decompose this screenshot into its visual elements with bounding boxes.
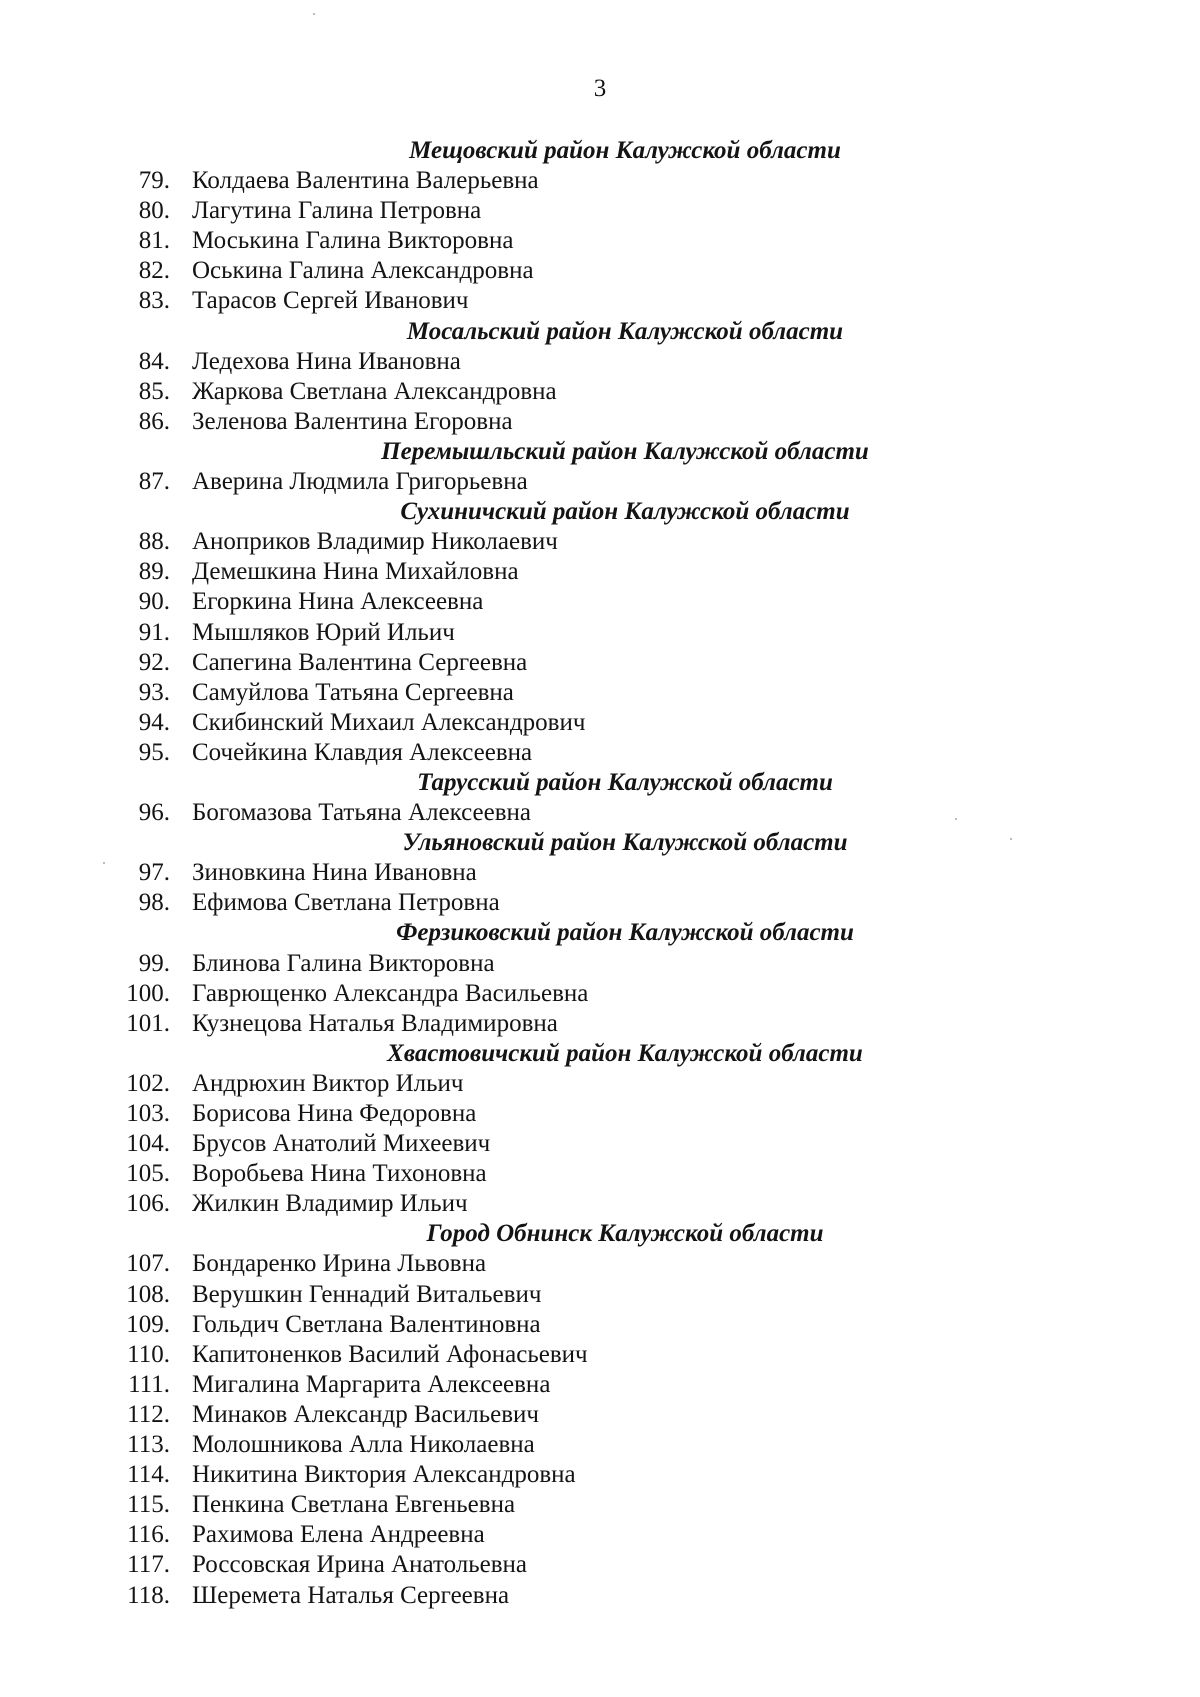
section-title: Хвастовичский район Калужской области [387, 1039, 863, 1067]
list-item-name: Тарасов Сергей Иванович [192, 287, 469, 315]
scan-speck [313, 13, 315, 15]
list-item-number: 106. [126, 1190, 170, 1218]
list-item-name: Андрюхин Виктор Ильич [192, 1069, 464, 1097]
list-item-number: 98. [138, 889, 170, 917]
list-item [0, 407, 1200, 437]
list-item [0, 377, 1200, 407]
list-item-number: 96. [138, 799, 170, 827]
list-item-number: 97. [138, 859, 170, 887]
list-item-name: Пенкина Светлана Евгеньевна [192, 1491, 516, 1519]
list-item [0, 1009, 1200, 1039]
list-item [0, 1400, 1200, 1430]
list-item [0, 949, 1200, 979]
list-item [0, 1129, 1200, 1159]
list-item-number: 116. [127, 1521, 170, 1549]
section-title: Мосальский район Калужской области [406, 317, 844, 345]
list-item-number: 101. [126, 1009, 170, 1037]
list-item [0, 708, 1200, 738]
list-item [0, 1430, 1200, 1460]
list-item-number: 100. [126, 979, 170, 1007]
list-item [0, 1550, 1200, 1580]
list-item-name: Блинова Галина Викторовна [192, 949, 495, 977]
list-item-name: Моськина Галина Викторовна [192, 227, 514, 255]
list-item-name: Самуйлова Татьяна Сергеевна [192, 678, 514, 706]
list-item-name: Зеленова Валентина Егоровна [192, 407, 513, 435]
name-list [0, 136, 1200, 1611]
list-item-number: 105. [126, 1160, 170, 1188]
list-item-number: 84. [138, 347, 170, 375]
list-item-number: 94. [138, 708, 170, 736]
list-item-number: 81. [138, 227, 170, 255]
section-title: Тарусский район Калужской области [417, 768, 833, 796]
list-item [0, 226, 1200, 256]
list-item [0, 678, 1200, 708]
list-item-name: Гаврющенко Александра Васильевна [192, 979, 589, 1007]
list-item-name: Верушкин Геннадий Витальевич [192, 1280, 542, 1308]
list-item [0, 1310, 1200, 1340]
list-item-name: Колдаева Валентина Валерьевна [192, 167, 539, 195]
list-item-number: 87. [138, 468, 170, 496]
list-item-name: Воробьева Нина Тихоновна [192, 1160, 487, 1188]
list-item-number: 107. [126, 1250, 170, 1278]
list-item-number: 88. [138, 528, 170, 556]
scan-speck [955, 818, 957, 820]
list-item-name: Брусов Анатолий Михеевич [192, 1130, 491, 1158]
list-item [0, 979, 1200, 1009]
list-item-number: 79. [138, 167, 170, 195]
list-item-name: Аноприков Владимир Николаевич [192, 528, 558, 556]
list-item [0, 527, 1200, 557]
list-item [0, 1249, 1200, 1279]
list-item-name: Сочейкина Клавдия Алексеевна [192, 738, 533, 766]
list-item-name: Минаков Александр Васильевич [192, 1400, 539, 1428]
list-item-name: Капитоненков Василий Афонасьевич [192, 1340, 588, 1368]
list-item [0, 1280, 1200, 1310]
list-item-name: Богомазова Татьяна Алексеевна [192, 799, 531, 827]
page-number: 3 [593, 75, 607, 102]
list-item [0, 1159, 1200, 1189]
list-item-name: Ефимова Светлана Петровна [192, 889, 500, 917]
list-item-name: Мышляков Юрий Ильич [192, 618, 455, 646]
list-item-name: Мигалина Маргарита Алексеевна [192, 1370, 551, 1398]
list-item-name: Демешкина Нина Михайловна [192, 558, 519, 586]
list-item [0, 1069, 1200, 1099]
list-item-name: Россовская Ирина Анатольевна [192, 1551, 528, 1579]
section-title: Мещовский район Калужской области [409, 137, 841, 164]
list-item-name: Зиновкина Нина Ивановна [192, 859, 477, 887]
list-item [0, 1099, 1200, 1129]
list-item-name: Жилкин Владимир Ильич [192, 1190, 468, 1218]
scan-speck [103, 862, 105, 864]
list-item-number: 102. [126, 1069, 170, 1097]
list-item [0, 648, 1200, 678]
list-item-number: 104. [126, 1130, 170, 1158]
list-item-number: 83. [138, 287, 170, 315]
section-title: Ферзиковский район Калужской области [396, 919, 854, 947]
list-item [0, 738, 1200, 768]
list-item-number: 90. [138, 588, 170, 616]
list-item [0, 196, 1200, 226]
section-title: Сухиничский район Калужской области [400, 498, 850, 526]
list-item-name: Оськина Галина Александровна [192, 257, 534, 285]
list-item-number: 89. [138, 558, 170, 586]
list-item-name: Сапегина Валентина Сергеевна [192, 648, 528, 676]
list-item-number: 85. [138, 377, 170, 405]
list-item [0, 798, 1200, 828]
list-item [0, 888, 1200, 918]
list-item [0, 1460, 1200, 1490]
list-item [0, 166, 1200, 196]
list-item-number: 82. [138, 257, 170, 285]
list-item [0, 587, 1200, 617]
list-item-number: 103. [126, 1100, 170, 1127]
list-item [0, 256, 1200, 286]
list-item-name: Борисова Нина Федоровна [192, 1100, 477, 1127]
list-item [0, 1340, 1200, 1370]
list-item-number: 113. [127, 1431, 170, 1459]
list-item-name: Рахимова Елена Андреевна [192, 1521, 485, 1549]
list-item-number: 92. [138, 648, 170, 676]
list-item-number: 86. [138, 407, 170, 435]
list-item-name: Кузнецова Наталья Владимировна [192, 1009, 558, 1037]
list-item [0, 347, 1200, 377]
list-item-name: Лагутина Галина Петровна [192, 197, 482, 225]
list-item-name: Аверина Людмила Григорьевна [192, 468, 528, 496]
list-item [0, 467, 1200, 497]
list-item-number: 117. [127, 1551, 170, 1579]
list-item [0, 1370, 1200, 1400]
list-item [0, 618, 1200, 648]
list-item-name: Бондаренко Ирина Львовна [192, 1250, 487, 1278]
list-item [0, 557, 1200, 587]
list-item-number: 80. [138, 197, 170, 225]
list-item-name: Гольдич Светлана Валентиновна [192, 1310, 541, 1338]
list-item-number: 95. [138, 738, 170, 766]
list-item-number: 108. [126, 1280, 170, 1308]
list-item-name: Молошникова Алла Николаевна [192, 1431, 535, 1459]
list-item [0, 1189, 1200, 1219]
section-title: Город Обнинск Калужской области [426, 1220, 824, 1248]
list-item-name: Скибинский Михаил Александрович [192, 708, 586, 736]
list-item-name: Никитина Виктория Александровна [192, 1461, 576, 1489]
list-item-number: 99. [138, 949, 170, 977]
list-item-name: Егоркина Нина Алексеевна [192, 588, 484, 616]
list-item-number: 91. [138, 618, 170, 646]
list-item-number: 114. [127, 1461, 170, 1489]
list-item-number: 115. [127, 1491, 170, 1519]
list-item-number: 111. [128, 1370, 170, 1398]
section-title: Ульяновский район Калужской области [402, 829, 848, 857]
list-item-number: 118. [127, 1581, 170, 1609]
list-item [0, 286, 1200, 316]
scan-speck [1010, 838, 1012, 840]
list-item-name: Ледехова Нина Ивановна [192, 347, 461, 375]
list-item-number: 109. [126, 1310, 170, 1338]
list-item-name: Жаркова Светлана Александровна [192, 377, 557, 405]
list-item [0, 1490, 1200, 1520]
list-item [0, 1520, 1200, 1550]
section-title: Перемышльский район Калужской области [381, 437, 869, 465]
list-item [0, 1581, 1200, 1611]
list-item-number: 112. [127, 1400, 170, 1428]
list-item-number: 93. [138, 678, 170, 706]
list-item-number: 110. [127, 1340, 170, 1368]
list-item-name: Шеремета Наталья Сергеевна [192, 1581, 510, 1609]
list-item [0, 858, 1200, 888]
